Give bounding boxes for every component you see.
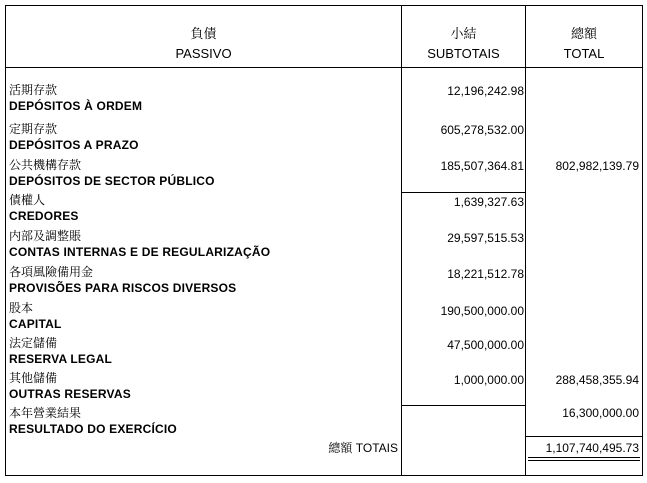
header-total-zh: 總額 bbox=[570, 26, 597, 41]
header-subtotais-pt: SUBTOTAIS bbox=[427, 46, 500, 61]
row-depositos-sector-publico bbox=[9, 158, 399, 189]
row-subtotal: 1,000,000.00 bbox=[453, 373, 524, 387]
grand-total: 1,107,740,495.73 bbox=[545, 441, 639, 455]
row-total: 802,982,139.79 bbox=[555, 159, 639, 173]
header-total-pt: TOTAL bbox=[563, 46, 605, 61]
row-subtotal: 18,221,512.78 bbox=[447, 267, 524, 281]
row-total: 288,458,355.94 bbox=[555, 373, 639, 387]
row-subtotal: 47,500,000.00 bbox=[447, 338, 524, 352]
column-divider-total bbox=[525, 6, 526, 476]
header-rule bbox=[6, 67, 642, 68]
row-label-zh: 活期存款 bbox=[9, 83, 58, 97]
row-subtotal: 1,639,327.63 bbox=[453, 195, 524, 209]
row-label-pt: CAPITAL bbox=[9, 317, 62, 331]
row-label-zh: 其他儲備 bbox=[9, 371, 58, 385]
row-label-zh: 定期存款 bbox=[9, 122, 58, 136]
header-subtotais-zh: 小結 bbox=[450, 26, 477, 41]
totals-double-rule-bottom bbox=[528, 460, 640, 461]
row-depositos-prazo bbox=[9, 122, 399, 153]
row-resultado-exercicio bbox=[9, 406, 399, 437]
row-label-zh: 法定儲備 bbox=[9, 336, 58, 350]
row-label-pt: DEPÓSITOS DE SECTOR PÚBLICO bbox=[9, 174, 215, 188]
row-label-zh: 股本 bbox=[9, 301, 34, 315]
row-label-pt: DEPÓSITOS À ORDEM bbox=[9, 99, 143, 113]
row-label-zh: 公共機構存款 bbox=[9, 158, 82, 172]
row-depositos-ordem bbox=[9, 83, 399, 114]
row-label-zh: 本年營業結果 bbox=[9, 406, 82, 420]
header-passivo-zh: 負債 bbox=[190, 26, 217, 41]
row-label-pt: RESERVA LEGAL bbox=[9, 352, 113, 366]
row-provisoes bbox=[9, 265, 399, 296]
row-label-pt: RESULTADO DO EXERCÍCIO bbox=[9, 422, 177, 436]
row-label-zh: 各項風險備用金 bbox=[9, 265, 94, 279]
row-label-pt: CREDORES bbox=[9, 209, 79, 223]
row-label-pt: OUTRAS RESERVAS bbox=[9, 387, 131, 401]
row-label-pt: DEPÓSITOS A PRAZO bbox=[9, 138, 139, 152]
row-capital bbox=[9, 301, 399, 332]
row-subtotal: 190,500,000.00 bbox=[440, 304, 524, 318]
totals-label: 總額 TOTAIS bbox=[328, 441, 398, 455]
row-subtotal: 29,597,515.53 bbox=[447, 231, 524, 245]
row-subtotal: 605,278,532.00 bbox=[440, 123, 524, 137]
row-outras-reservas bbox=[9, 371, 399, 402]
row-reserva-legal bbox=[9, 336, 399, 367]
row-total: 16,300,000.00 bbox=[562, 406, 639, 420]
row-label-pt: PROVISÕES PARA RISCOS DIVERSOS bbox=[9, 281, 237, 295]
header-total bbox=[526, 24, 642, 64]
header-passivo bbox=[6, 24, 401, 64]
row-contas-internas bbox=[9, 229, 399, 260]
row-label-pt: CONTAS INTERNAS E DE REGULARIZAÇÃO bbox=[9, 245, 271, 259]
row-label-zh: 債權人 bbox=[9, 193, 46, 207]
total-section-rule bbox=[526, 436, 642, 437]
subtotal-section-rule bbox=[402, 192, 525, 193]
row-label-zh: 内部及調整賬 bbox=[9, 229, 82, 243]
subtotal-section-rule bbox=[402, 405, 525, 406]
header-subtotais bbox=[402, 24, 525, 64]
header-passivo-pt: PASSIVO bbox=[175, 46, 232, 61]
row-subtotal: 185,507,364.81 bbox=[440, 159, 524, 173]
totals-double-rule-top bbox=[528, 457, 640, 458]
row-subtotal: 12,196,242.98 bbox=[447, 84, 524, 98]
row-credores bbox=[9, 193, 399, 224]
